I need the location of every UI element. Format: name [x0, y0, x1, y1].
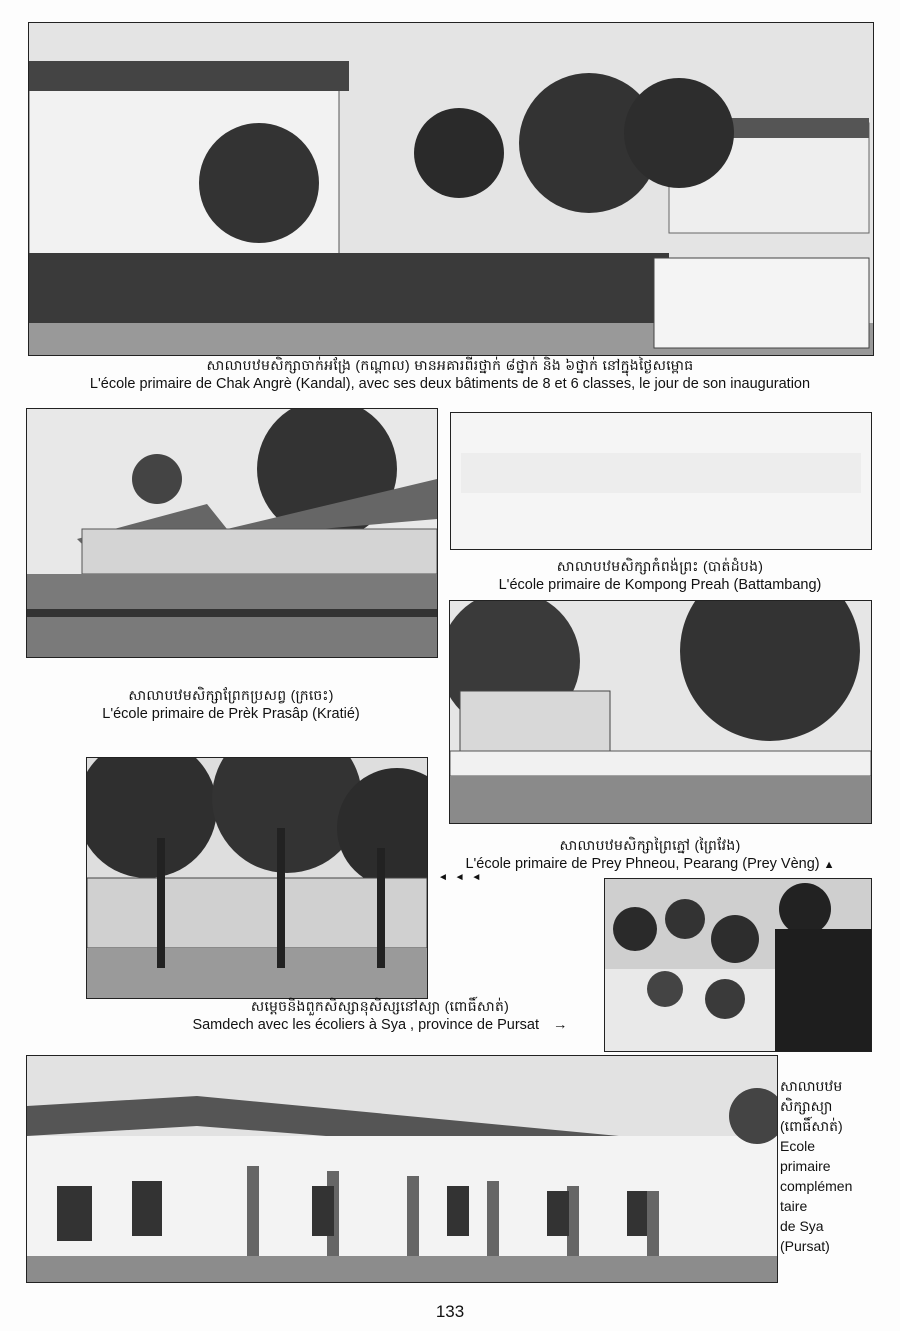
caption-prey-phneou [430, 836, 870, 875]
arrow-right-icon: → [553, 1017, 568, 1033]
arrow-left-icon: ◄ ◄ ◄ [438, 872, 484, 883]
photo-samdech-with-pupils [604, 878, 872, 1052]
caption-kompong-preah-french: L'école primaire de Kompong Preah (Battambang) [498, 577, 822, 593]
caption-prek-prasap-french: L'école primaire de Prèk Prasâp (Kratié) [102, 706, 360, 722]
photo-kompong-preah-school [450, 412, 872, 550]
caption-prey-phneou-khmer: សាលាបឋមសិក្សាព្រៃភ្នៅ (ព្រៃវែង) [559, 837, 741, 853]
caption-samdech [150, 997, 610, 1035]
page-number: 133 [435, 1302, 465, 1321]
caption-sya-french-line: primaire [780, 1158, 831, 1174]
caption-sya-french-line: Ecole [780, 1138, 816, 1154]
caption-kompong-preah-khmer: សាលាបឋមសិក្សាកំពង់ព្រះ (បាត់ដំបង) [556, 558, 764, 574]
photo-prek-prasap-school [26, 408, 438, 658]
caption-sya-french-line: de Sya [780, 1218, 824, 1234]
caption-prek-prasap [26, 686, 436, 724]
caption-sya-khmer-line2: សិក្សាស្យា [780, 1098, 833, 1114]
arrow-up-icon: ▲ [823, 859, 835, 871]
caption-samdech-khmer: សម្ដេចនិងពួកសិស្សានុសិស្សនៅស្យា (ពោធិ៍សាត់) [250, 998, 510, 1014]
caption-sya-khmer-line1: សាលាបឋម [780, 1078, 843, 1094]
caption-sya-french-line: taire [780, 1198, 808, 1214]
caption-prek-prasap-khmer: សាលាបឋមសិក្សាព្រែកប្រសព្វ (ក្រចេះ) [128, 687, 334, 703]
caption-sya-complementary [780, 1076, 890, 1256]
photo-prey-phneou-school [449, 600, 872, 824]
caption-samdech-french: Samdech avec les écoliers à Sya , province de Pursat [192, 1017, 540, 1033]
photo-sya-school-trees [86, 757, 428, 999]
caption-sya-khmer-line3: (ពោធិ៍សាត់) [780, 1118, 843, 1134]
caption-chak-angre [28, 356, 872, 394]
caption-prey-phneou-french: L'école primaire de Prey Phneou, Pearang (Prey Vèng) [465, 856, 820, 872]
caption-sya-french-line: complémen [780, 1178, 853, 1194]
caption-sya-french-line: (Pursat) [780, 1238, 830, 1254]
caption-kompong-preah [450, 557, 870, 595]
caption-chak-angre-french: L'école primaire de Chak Angrè (Kandal), avec ses deux bâtiments de 8 et 6 classes, le jour de son inauguration [89, 376, 811, 392]
caption-chak-angre-khmer: សាលាបឋមសិក្សាចាក់អង្រែ (កណ្ដាល) មានអគារពីរថ្នាក់ ៨ថ្នាក់ និង ៦ថ្នាក់ នៅក្នុងថ្ងៃសម្ពោធ [206, 357, 694, 373]
photo-chak-angre-school [28, 22, 874, 356]
photo-sya-complementary-school [26, 1055, 778, 1283]
